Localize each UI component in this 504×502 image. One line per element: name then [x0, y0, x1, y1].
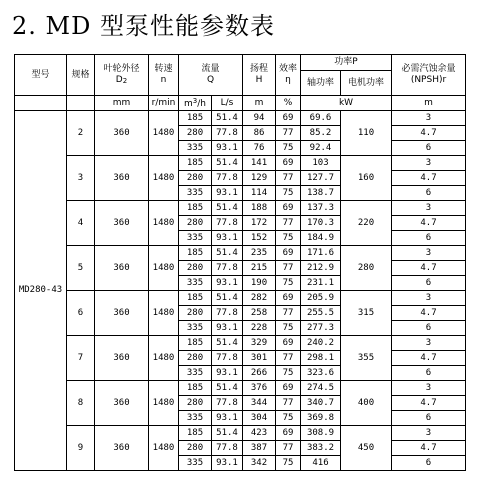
impeller-cell: 360 — [95, 291, 149, 336]
npsh-cell: 6 — [392, 321, 466, 336]
head-cell: 376 — [243, 381, 276, 396]
shaft-power-cell: 69.6 — [301, 111, 341, 126]
shaft-power-cell: 138.7 — [301, 186, 341, 201]
head-cell: 301 — [243, 351, 276, 366]
table-row — [15, 426, 466, 441]
stage-cell: 7 — [67, 336, 95, 381]
unit-head: m — [243, 96, 276, 111]
stage-cell: 2 — [67, 111, 95, 156]
unit-power: kW — [301, 96, 392, 111]
npsh-cell: 3 — [392, 291, 466, 306]
npsh-cell: 6 — [392, 141, 466, 156]
head-cell: 172 — [243, 216, 276, 231]
head-cell: 423 — [243, 426, 276, 441]
unit-impeller: mm — [95, 96, 149, 111]
header-head: 扬程 H — [243, 55, 276, 96]
efficiency-cell: 69 — [276, 291, 301, 306]
flow-ls-cell: 93.1 — [212, 141, 243, 156]
head-cell: 235 — [243, 246, 276, 261]
efficiency-cell: 77 — [276, 441, 301, 456]
unit-speed: r/min — [149, 96, 179, 111]
unit-blank-model — [15, 96, 67, 111]
motor-power-cell: 450 — [341, 426, 392, 471]
head-cell: 342 — [243, 456, 276, 471]
motor-power-cell: 400 — [341, 381, 392, 426]
flow-m3h-cell: 335 — [179, 366, 212, 381]
shaft-power-cell: 231.1 — [301, 276, 341, 291]
head-cell: 129 — [243, 171, 276, 186]
header-impeller-diameter: 叶轮外径 D2 — [95, 55, 149, 96]
flow-m3h-cell: 335 — [179, 276, 212, 291]
unit-flow-m3h: $m^3/h$ — [179, 96, 212, 111]
shaft-power-cell: 416 — [301, 456, 341, 471]
flow-ls-cell: 77.8 — [212, 441, 243, 456]
flow-m3h-cell: 185 — [179, 381, 212, 396]
table-row — [15, 246, 466, 261]
flow-ls-cell: 51.4 — [212, 246, 243, 261]
header-speed: 转速 n — [149, 55, 179, 96]
flow-m3h-cell: 335 — [179, 456, 212, 471]
table-row — [15, 291, 466, 306]
header-efficiency: 效率 η — [276, 55, 301, 96]
shaft-power-cell: 298.1 — [301, 351, 341, 366]
shaft-power-cell: 170.3 — [301, 216, 341, 231]
efficiency-cell: 69 — [276, 246, 301, 261]
flow-m3h-cell: 280 — [179, 306, 212, 321]
efficiency-cell: 77 — [276, 306, 301, 321]
header-flow: 流量 Q — [179, 55, 243, 96]
efficiency-cell: 69 — [276, 381, 301, 396]
npsh-cell: 4.7 — [392, 396, 466, 411]
shaft-power-cell: 85.2 — [301, 126, 341, 141]
impeller-cell: 360 — [95, 111, 149, 156]
impeller-cell: 360 — [95, 426, 149, 471]
flow-ls-cell: 93.1 — [212, 231, 243, 246]
efficiency-cell: 77 — [276, 261, 301, 276]
impeller-cell: 360 — [95, 156, 149, 201]
efficiency-cell: 69 — [276, 336, 301, 351]
flow-m3h-cell: 280 — [179, 396, 212, 411]
flow-ls-cell: 51.4 — [212, 336, 243, 351]
flow-ls-cell: 51.4 — [212, 291, 243, 306]
stage-cell: 3 — [67, 156, 95, 201]
shaft-power-cell: 103 — [301, 156, 341, 171]
head-cell: 329 — [243, 336, 276, 351]
table-row — [15, 156, 466, 171]
shaft-power-cell: 184.9 — [301, 231, 341, 246]
header-npsh: 必需汽蚀余量 (NPSH)r — [392, 55, 466, 96]
table-row — [15, 336, 466, 351]
impeller-cell: 360 — [95, 246, 149, 291]
npsh-cell: 6 — [392, 186, 466, 201]
impeller-cell: 360 — [95, 201, 149, 246]
unit-flow-ls: L/s — [212, 96, 243, 111]
npsh-cell: 4.7 — [392, 351, 466, 366]
flow-ls-cell: 51.4 — [212, 111, 243, 126]
npsh-cell: 4.7 — [392, 171, 466, 186]
header-shaft-power: 轴功率 — [301, 71, 341, 96]
npsh-cell: 6 — [392, 231, 466, 246]
unit-blank-stages — [67, 96, 95, 111]
flow-ls-cell: 93.1 — [212, 366, 243, 381]
motor-power-cell: 160 — [341, 156, 392, 201]
npsh-cell: 4.7 — [392, 216, 466, 231]
head-cell: 266 — [243, 366, 276, 381]
efficiency-cell: 77 — [276, 126, 301, 141]
flow-m3h-cell: 185 — [179, 246, 212, 261]
unit-npsh: m — [392, 96, 466, 111]
flow-m3h-cell: 335 — [179, 411, 212, 426]
speed-cell: 1480 — [149, 381, 179, 426]
head-cell: 94 — [243, 111, 276, 126]
npsh-cell: 3 — [392, 381, 466, 396]
flow-m3h-cell: 335 — [179, 186, 212, 201]
npsh-cell: 6 — [392, 411, 466, 426]
npsh-cell: 3 — [392, 156, 466, 171]
table-row — [15, 201, 466, 216]
flow-m3h-cell: 185 — [179, 201, 212, 216]
flow-ls-cell: 93.1 — [212, 276, 243, 291]
efficiency-cell: 77 — [276, 216, 301, 231]
npsh-cell: 3 — [392, 111, 466, 126]
flow-ls-cell: 51.4 — [212, 381, 243, 396]
flow-ls-cell: 93.1 — [212, 321, 243, 336]
npsh-cell: 3 — [392, 336, 466, 351]
shaft-power-cell: 137.3 — [301, 201, 341, 216]
motor-power-cell: 280 — [341, 246, 392, 291]
head-cell: 86 — [243, 126, 276, 141]
table-row — [15, 111, 466, 126]
flow-ls-cell: 51.4 — [212, 156, 243, 171]
efficiency-cell: 75 — [276, 186, 301, 201]
shaft-power-cell: 369.8 — [301, 411, 341, 426]
speed-cell: 1480 — [149, 426, 179, 471]
flow-ls-cell: 93.1 — [212, 186, 243, 201]
efficiency-cell: 75 — [276, 141, 301, 156]
shaft-power-cell: 383.2 — [301, 441, 341, 456]
efficiency-cell: 75 — [276, 321, 301, 336]
flow-ls-cell: 77.8 — [212, 171, 243, 186]
flow-m3h-cell: 185 — [179, 111, 212, 126]
stage-cell: 6 — [67, 291, 95, 336]
shaft-power-cell: 205.9 — [301, 291, 341, 306]
efficiency-cell: 69 — [276, 426, 301, 441]
efficiency-cell: 75 — [276, 231, 301, 246]
speed-cell: 1480 — [149, 111, 179, 156]
shaft-power-cell: 323.6 — [301, 366, 341, 381]
header-stages: 规格 — [67, 55, 95, 96]
flow-ls-cell: 77.8 — [212, 216, 243, 231]
shaft-power-cell: 308.9 — [301, 426, 341, 441]
head-cell: 190 — [243, 276, 276, 291]
flow-m3h-cell: 185 — [179, 156, 212, 171]
flow-ls-cell: 77.8 — [212, 396, 243, 411]
efficiency-cell: 77 — [276, 171, 301, 186]
flow-m3h-cell: 185 — [179, 291, 212, 306]
npsh-cell: 4.7 — [392, 126, 466, 141]
head-cell: 215 — [243, 261, 276, 276]
efficiency-cell: 69 — [276, 156, 301, 171]
page-title: 2. MD 型泵性能参数表 — [12, 12, 275, 40]
model-cell: MD280-43 — [15, 111, 67, 471]
npsh-cell: 6 — [392, 276, 466, 291]
npsh-cell: 3 — [392, 201, 466, 216]
npsh-cell: 3 — [392, 246, 466, 261]
flow-m3h-cell: 280 — [179, 441, 212, 456]
motor-power-cell: 110 — [341, 111, 392, 156]
impeller-cell: 360 — [95, 381, 149, 426]
speed-cell: 1480 — [149, 291, 179, 336]
impeller-cell: 360 — [95, 336, 149, 381]
flow-ls-cell: 77.8 — [212, 306, 243, 321]
efficiency-cell: 77 — [276, 351, 301, 366]
npsh-cell: 3 — [392, 426, 466, 441]
npsh-cell: 6 — [392, 456, 466, 471]
header-power: 功率P — [301, 55, 392, 71]
unit-efficiency: % — [276, 96, 301, 111]
head-cell: 304 — [243, 411, 276, 426]
shaft-power-cell: 240.2 — [301, 336, 341, 351]
npsh-cell: 4.7 — [392, 441, 466, 456]
flow-ls-cell: 93.1 — [212, 411, 243, 426]
shaft-power-cell: 171.6 — [301, 246, 341, 261]
flow-m3h-cell: 335 — [179, 141, 212, 156]
shaft-power-cell: 274.5 — [301, 381, 341, 396]
flow-m3h-cell: 280 — [179, 126, 212, 141]
stage-cell: 9 — [67, 426, 95, 471]
flow-m3h-cell: 280 — [179, 216, 212, 231]
table-body — [15, 111, 466, 471]
npsh-cell: 4.7 — [392, 306, 466, 321]
efficiency-cell: 75 — [276, 366, 301, 381]
efficiency-cell: 75 — [276, 456, 301, 471]
speed-cell: 1480 — [149, 201, 179, 246]
table-header — [15, 55, 466, 111]
flow-ls-cell: 77.8 — [212, 351, 243, 366]
flow-m3h-cell: 280 — [179, 171, 212, 186]
flow-m3h-cell: 280 — [179, 351, 212, 366]
shaft-power-cell: 255.5 — [301, 306, 341, 321]
head-cell: 344 — [243, 396, 276, 411]
flow-m3h-cell: 335 — [179, 231, 212, 246]
head-cell: 152 — [243, 231, 276, 246]
speed-cell: 1480 — [149, 246, 179, 291]
shaft-power-cell: 127.7 — [301, 171, 341, 186]
efficiency-cell: 69 — [276, 201, 301, 216]
shaft-power-cell: 92.4 — [301, 141, 341, 156]
speed-cell: 1480 — [149, 336, 179, 381]
header-model: 型号 — [15, 55, 67, 96]
shaft-power-cell: 277.3 — [301, 321, 341, 336]
npsh-cell: 4.7 — [392, 261, 466, 276]
header-motor-power: 电机功率 — [341, 71, 392, 96]
efficiency-cell: 69 — [276, 111, 301, 126]
head-cell: 282 — [243, 291, 276, 306]
flow-ls-cell: 51.4 — [212, 201, 243, 216]
head-cell: 188 — [243, 201, 276, 216]
stage-cell: 8 — [67, 381, 95, 426]
table-row — [15, 381, 466, 396]
head-cell: 387 — [243, 441, 276, 456]
efficiency-cell: 75 — [276, 411, 301, 426]
motor-power-cell: 220 — [341, 201, 392, 246]
npsh-cell: 6 — [392, 366, 466, 381]
shaft-power-cell: 212.9 — [301, 261, 341, 276]
head-cell: 76 — [243, 141, 276, 156]
flow-ls-cell: 77.8 — [212, 261, 243, 276]
flow-ls-cell: 77.8 — [212, 126, 243, 141]
flow-ls-cell: 51.4 — [212, 426, 243, 441]
head-cell: 228 — [243, 321, 276, 336]
flow-m3h-cell: 185 — [179, 336, 212, 351]
pump-performance-table — [14, 54, 466, 471]
motor-power-cell: 315 — [341, 291, 392, 336]
efficiency-cell: 75 — [276, 276, 301, 291]
head-cell: 114 — [243, 186, 276, 201]
flow-ls-cell: 93.1 — [212, 456, 243, 471]
shaft-power-cell: 340.7 — [301, 396, 341, 411]
efficiency-cell: 77 — [276, 396, 301, 411]
motor-power-cell: 355 — [341, 336, 392, 381]
stage-cell: 5 — [67, 246, 95, 291]
flow-m3h-cell: 335 — [179, 321, 212, 336]
head-cell: 141 — [243, 156, 276, 171]
flow-m3h-cell: 185 — [179, 426, 212, 441]
speed-cell: 1480 — [149, 156, 179, 201]
head-cell: 258 — [243, 306, 276, 321]
stage-cell: 4 — [67, 201, 95, 246]
flow-m3h-cell: 280 — [179, 261, 212, 276]
